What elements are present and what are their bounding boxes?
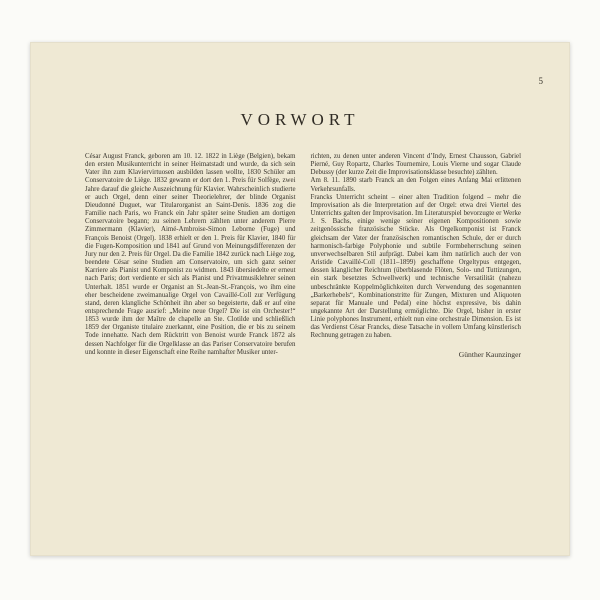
paragraph: César August Franck, geboren am 10. 12. 1822 in Liège (Belgien), bekam den ersten Musikunterricht in seiner Heimatstadt und wurde, da sich sein Vater ihn zum Klaviervirtuosen ausbilden lassen wollte, 1830 Schüler am Conservatoire de Liège. 1832 gewann er dort den 1. Preis für Solfège, zwei Jahre darauf die gleiche Auszeichnung für Klavier. Wahrscheinlich studierte er auch Orgel, denn einer seiner Theorielehrer, der blinde Organist Dieudonné Duguet, war Titularorganist an Saint-Denis. 1836 zog die Familie nach Paris, wo Franck ein Jahr später seine Studien am dortigen Conservatoire begann; zu seinen Lehrern zählten unter anderem Pierre Zimmermann (Klavier), Aimé-Ambroise-Simon Leborne (Fuge) und François Benoist (Orgel). 1838 erhielt er den 1. Preis für Klavier, 1840 für die Fugen-Komposition und 1841 auf Grund von Meinungsdifferenzen der Jury nur den 2. Preis für Orgel. Da die Familie 1842 zurück nach Liège zog, beendete César seine Studien am Conservatoire, um sich ganz seiner Karriere als Pianist und Komponist zu widmen. 1843 übersiedelte er erneut nach Paris; dort verdiente er sich als Pianist und Privatmusiklehrer seinen Unterhalt. 1851 wurde er Organist an St.-Jean-St.-François, wo ihm eine eher bescheidene zweimanualige Orgel von Cavaillé-Coll zur Verfügung stand, deren klangliche Schönheit ihn aber so begeisterte, daß er auf eine entsprechende Frage ausrief: „Meine neue Orgel? Die ist ein Orchester!“ 1853 wurde ihm der Maître de chapelle an Ste. Clotilde und schließlich 1859 der Organiste titulaire zuerkannt, eine Position, die er bis zu seinem Tode innehatte. Nach dem Rücktritt von Benoist wurde Franck 1872 als dessen Nachfolger für die Orgelklasse an das Pariser Conservatoire berufen und konnte in dieser Eigenschaft eine Reihe namhafter Musiker unter- (85, 153, 296, 356)
paragraph: richten, zu denen unter anderen Vincent d’Indy, Ernest Chausson, Gabriel Pierné, Guy Ropartz, Charles Tournemire, Louis Vierne und sogar Claude Debussy (der kurze Zeit die Improvisationsklasse besuchte) zählten. (310, 153, 521, 177)
page-number: 5 (538, 76, 543, 86)
paragraph: Francks Unterricht scheint – einer alten Tradition folgend – mehr die Improvisation als die Interpretation auf der Orgel: etwa drei Viertel des Unterrichts galten der Improvisation. Im Literaturspiel bevorzugte er Werke J. S. Bachs, einige wenige seiner eigenen Kompositionen sowie zeitgenössische französische Stücke. Als Orgelkomponist ist Franck gleichsam der Vater der französischen romantischen Schule, der er durch harmonisch-farbige Polyphonie und subtile Formbeherrschung seinen unverwechselbaren Stil aufprägt. Dabei kam ihm natürlich auch der von Aristide Cavaillé-Coll (1811–1899) geschaffene Orgeltypus entgegen, dessen klanglicher Reichtum (überblasende Flöten, Solo- und Tuttizungen, ein stark besetztes Schwellwerk) und technische Versatilität (nahezu unbeschränkte Koppelmöglichkeiten durch Verwendung des sogenannten „Barkerhebels“, Kombinationstritte für Zungen, Mixturen und Aliquoten separat für Manuale und Pedal) eine höchst expressive, bis dahin ungekannte Art der Darstellung ermöglichte. Die Orgel, bisher in erster Linie polyphones Instrument, erhielt nun eine orchestrale Dimension. Es ist das Verdienst César Francks, diese Tatsache in vollem Umfang künstlerisch Rechnung getragen zu haben. (310, 193, 521, 340)
left-column (85, 153, 296, 359)
paragraph: Am 8. 11. 1890 starb Franck an den Folgen eines Anfang Mai erlittenen Verkehrsunfalls. (310, 177, 521, 193)
page-title: VORWORT (240, 110, 360, 129)
book-page (30, 42, 570, 556)
author-signature: Günther Kaunzinger (458, 349, 521, 359)
text-columns (85, 153, 521, 359)
right-column (311, 153, 522, 359)
